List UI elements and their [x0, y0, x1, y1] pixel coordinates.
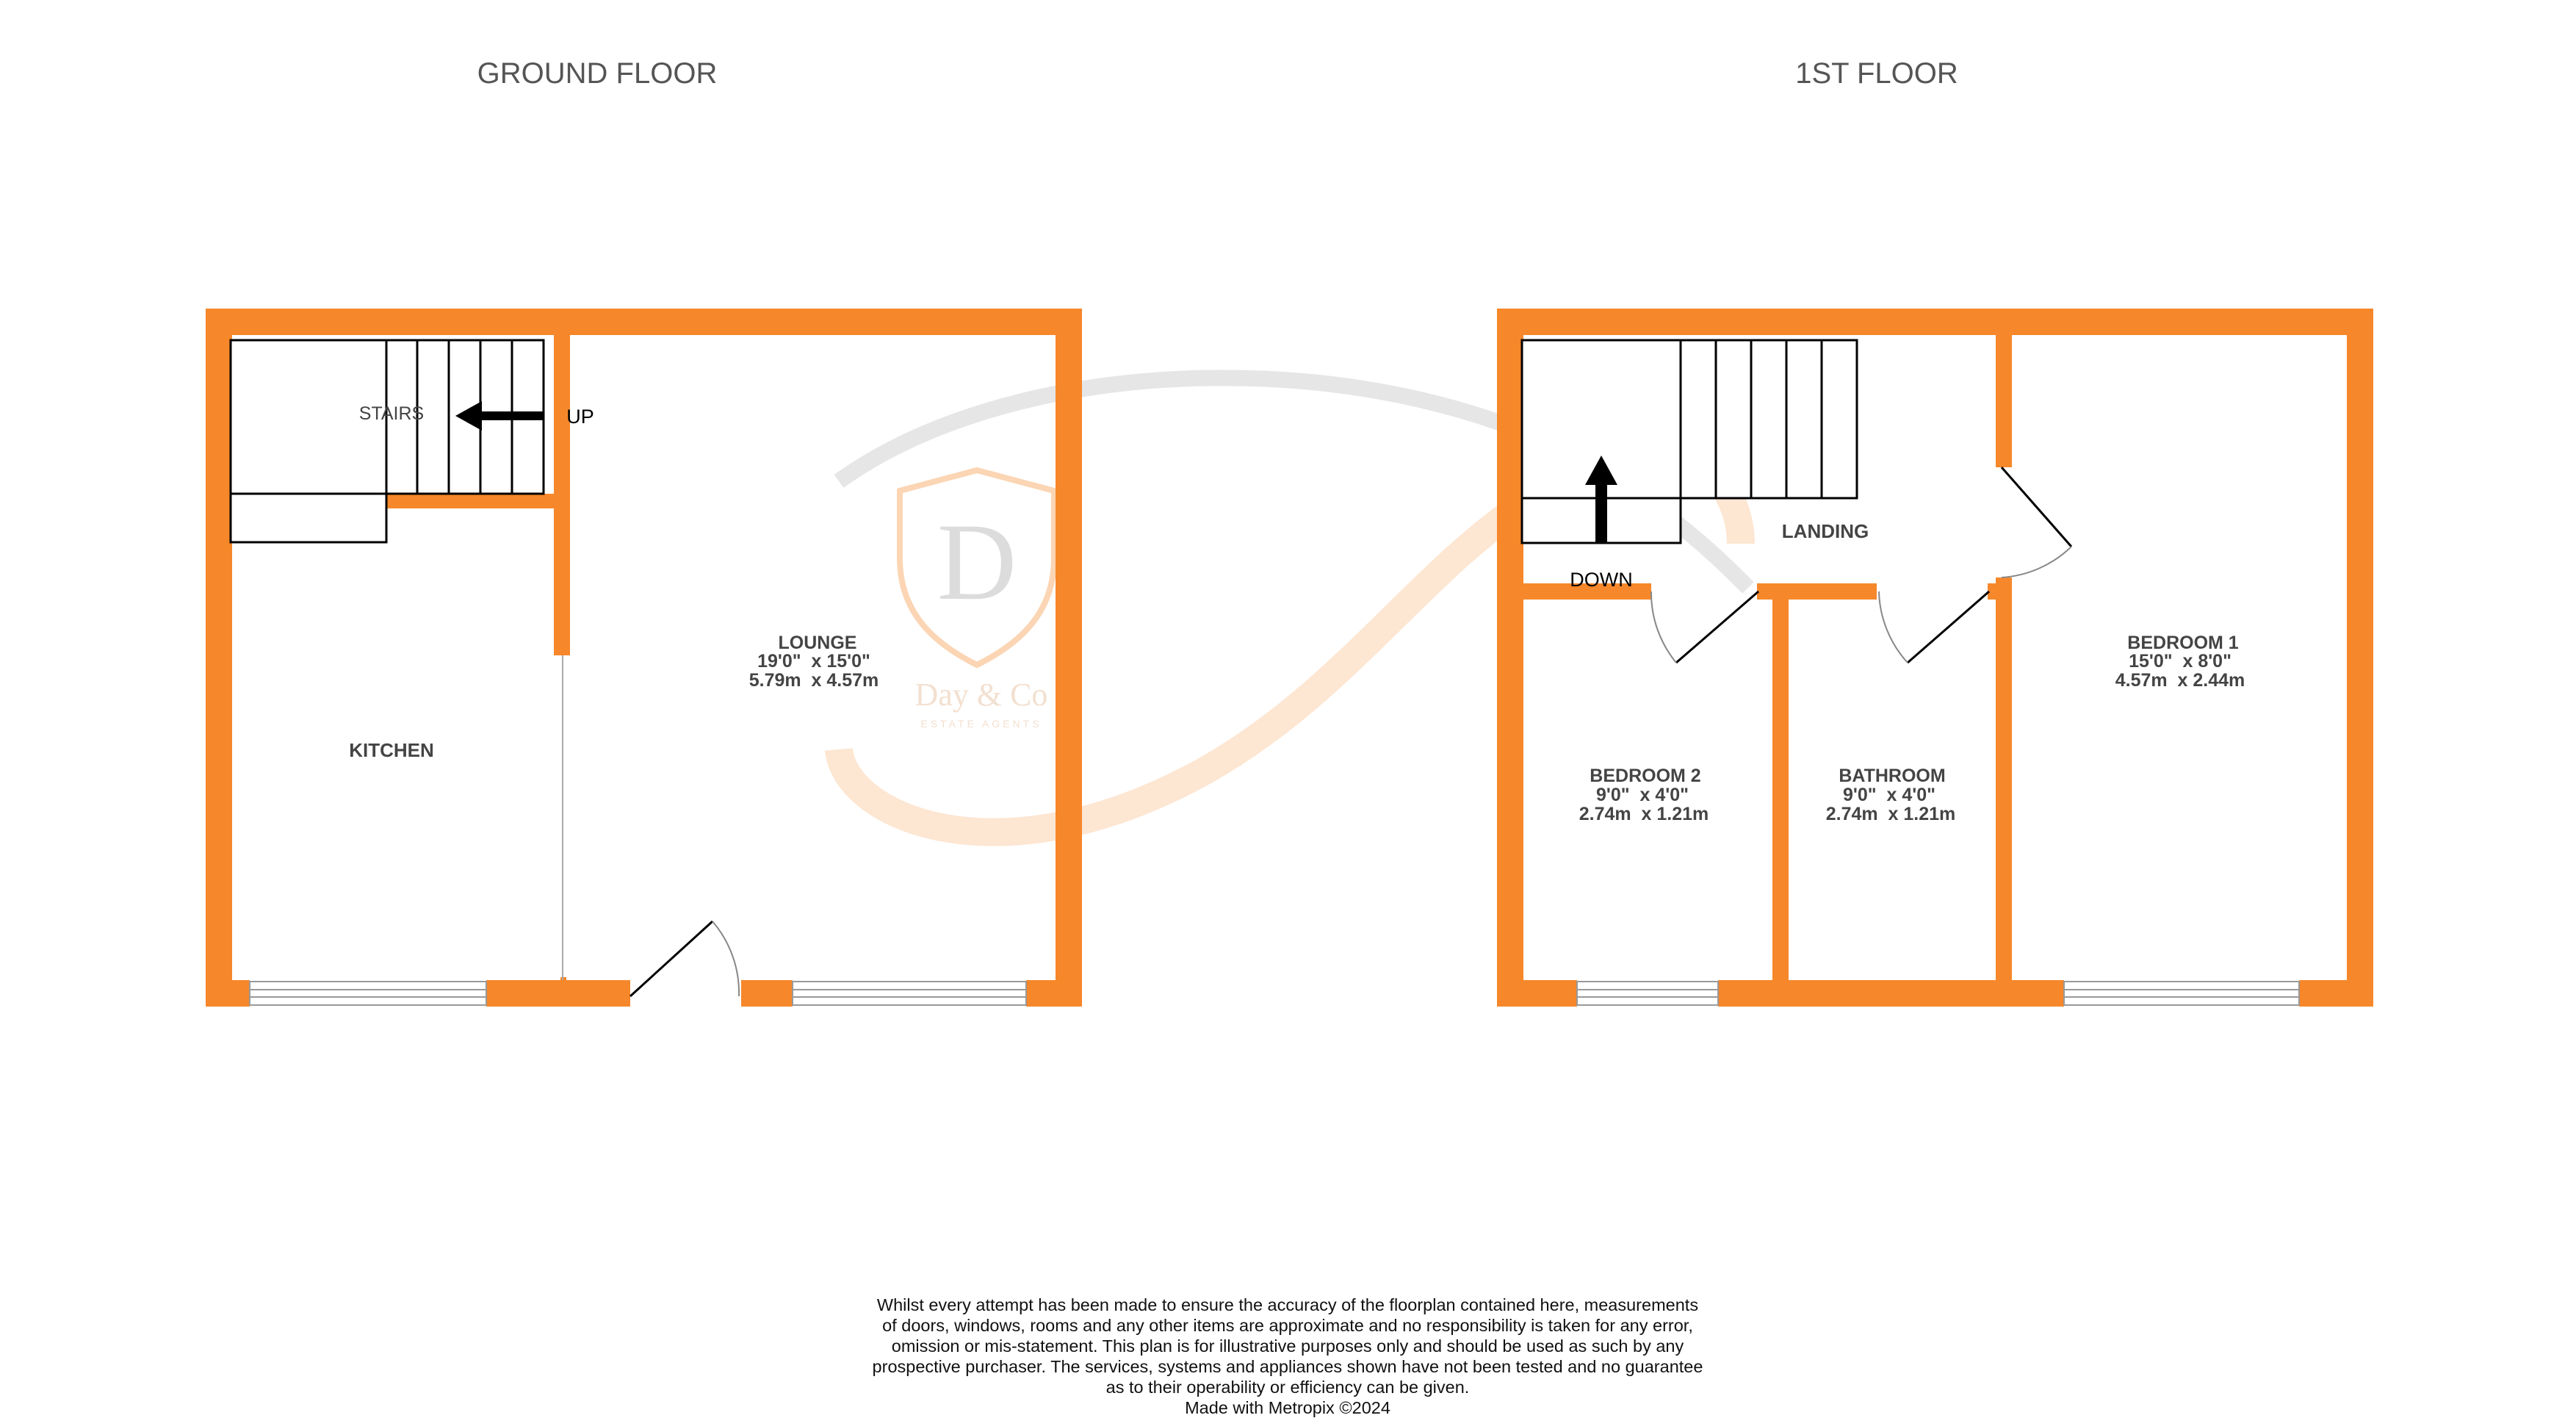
bedroom1-imperial: 15'0" x 8'0" — [2129, 651, 2232, 672]
ground-wall-bottom-mid2 — [741, 980, 793, 1007]
first-wall-bottom-mid — [1718, 980, 2064, 1007]
first-wall-left — [1497, 309, 1523, 1007]
ground-stairs-label: STAIRS — [358, 403, 425, 424]
first-wall-bottom-left — [1497, 980, 1577, 1007]
bedroom2-name: BEDROOM 2 — [1590, 766, 1701, 786]
bathroom-name: BATHROOM — [1839, 766, 1946, 786]
ground-floor-title: GROUND FLOOR — [477, 57, 718, 90]
first-wall-bath-top — [1757, 583, 1877, 600]
bedroom2-imperial: 9'0" x 4'0" — [1596, 785, 1689, 805]
ground-up-label: UP — [566, 406, 594, 428]
landing-label: LANDING — [1781, 520, 1869, 542]
first-wall-right — [2347, 309, 2373, 1007]
disclaimer-line: Whilst every attempt has been made to ensure the accuracy of the floorplan contained here, measurements — [876, 1295, 1699, 1314]
first-wall-bed1-stub — [1988, 583, 1998, 600]
bedroom1-metric: 4.57m x 2.44m — [2115, 670, 2245, 691]
disclaimer-line: of doors, windows, rooms and any other items are approximate and no responsibility is taken for any error, — [882, 1316, 1693, 1335]
ground-floor-plan — [206, 309, 1082, 1007]
disclaimer-line: as to their operability or efficiency can be given. — [1105, 1378, 1470, 1397]
disclaimer-line: omission or mis-statement. This plan is for illustrative purposes only and should be used as such by any — [891, 1336, 1684, 1356]
disclaimer-credit: Made with Metropix ©2024 — [1185, 1398, 1390, 1417]
bathroom-metric: 2.74m x 1.21m — [1825, 804, 1956, 824]
first-floor-plan — [1497, 309, 2373, 1007]
bedroom2-door — [1651, 591, 1758, 663]
ground-wall-bottom-right — [1026, 980, 1082, 1007]
first-floor-title: 1ST FLOOR — [1795, 57, 1958, 90]
ground-wall-bottom-mid — [486, 980, 630, 1007]
ground-wall-left — [206, 309, 232, 1007]
ground-wall-bottom-left — [206, 980, 250, 1007]
first-wall-top — [1497, 309, 2373, 335]
bedroom1-name: BEDROOM 1 — [2127, 633, 2239, 653]
kitchen-label: KITCHEN — [349, 739, 434, 761]
disclaimer — [810, 1295, 1765, 1418]
bedroom2-metric: 2.74m x 1.21m — [1579, 804, 1709, 824]
lounge-metric: 5.79m x 4.57m — [748, 670, 879, 691]
ground-wall-stairs-bottom — [385, 494, 555, 508]
first-window-right — [2064, 982, 2299, 1005]
first-window-left — [1577, 982, 1718, 1005]
watermark-brand: Day & Co — [914, 677, 1048, 713]
ground-wall-internal-vertical — [554, 335, 570, 655]
ground-window-right — [793, 982, 1026, 1005]
ground-wall-top — [206, 309, 1082, 335]
bathroom-imperial: 9'0" x 4'0" — [1843, 785, 1935, 805]
lounge-name: LOUNGE — [778, 633, 857, 653]
first-wall-bed1-lower — [1996, 577, 2012, 982]
first-wall-bottom-right — [2299, 980, 2373, 1007]
watermark-tagline: ESTATE AGENTS — [920, 718, 1042, 730]
ground-stairs — [231, 340, 544, 542]
watermark-letter: D — [937, 501, 1017, 623]
bathroom-door — [1879, 591, 1989, 663]
first-down-label: DOWN — [1570, 569, 1633, 591]
disclaimer-line: prospective purchaser. The services, systems and appliances shown have not been tested and no guarantee — [872, 1357, 1703, 1376]
ground-wall-right — [1056, 309, 1082, 1007]
ground-front-door — [630, 921, 739, 996]
first-stairs — [1522, 340, 1857, 544]
first-wall-bed2-bath — [1772, 585, 1789, 982]
ground-window-left — [250, 982, 486, 1005]
bedroom1-door — [2002, 467, 2071, 577]
lounge-imperial: 19'0" x 15'0" — [757, 651, 870, 672]
first-wall-bed1-top — [1996, 335, 2012, 467]
